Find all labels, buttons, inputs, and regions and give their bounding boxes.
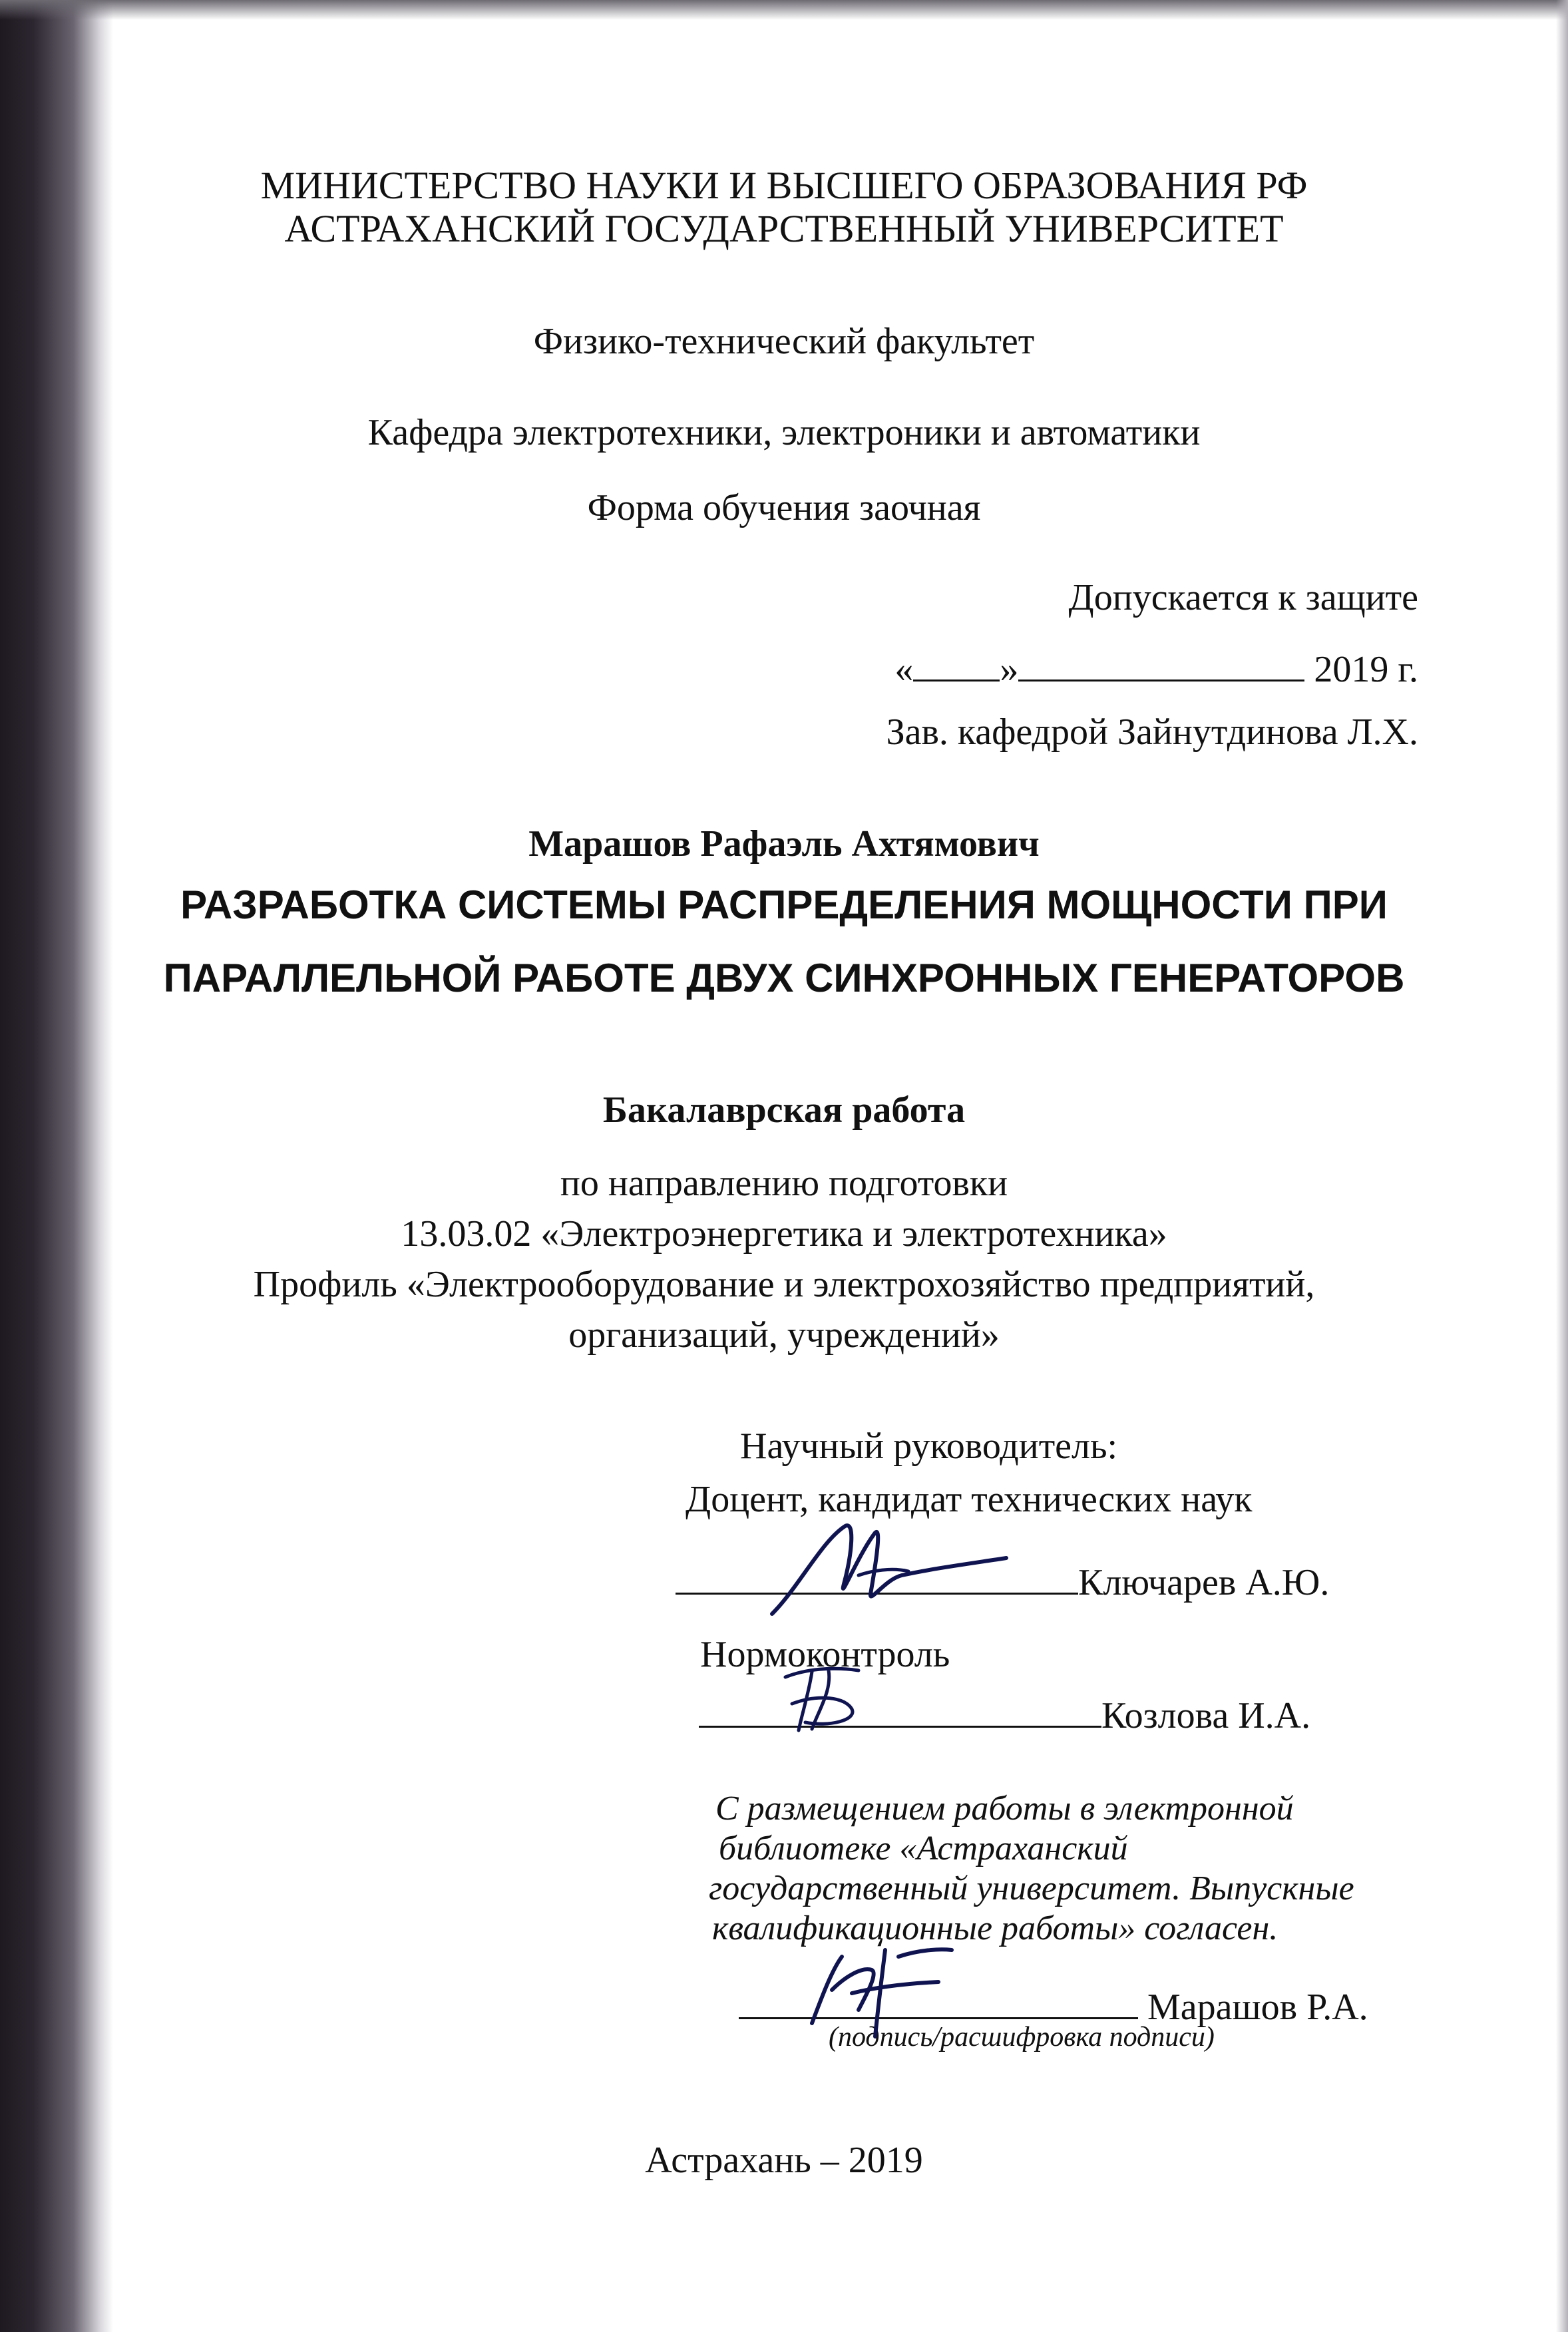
supervisor-signature — [759, 1514, 1012, 1627]
consent-line3: государственный университет. Выпускные — [709, 1869, 1354, 1907]
date-quote-open: « — [894, 649, 914, 691]
date-quote-close: » — [1000, 649, 1019, 691]
consent-line1: С размещением работы в электронной — [715, 1790, 1294, 1828]
supervisor-position: Доцент, кандидат технических наук — [686, 1479, 1253, 1520]
consent-line4: квалификационные работы» согласен. — [712, 1909, 1278, 1947]
norm-control-signature — [772, 1657, 872, 1737]
month-blank-line — [1018, 644, 1304, 681]
department-head: Зав. кафедрой Зайнутдинова Л.Х. — [886, 711, 1418, 753]
consent-author-name: Марашов Р.А. — [1147, 1987, 1368, 2029]
scan-top-edge — [0, 0, 1568, 20]
profile-line2: организаций, учреждений» — [568, 1314, 1000, 1356]
department-name: Кафедра электротехники, электроники и автоматики — [367, 412, 1201, 453]
thesis-title-line2: ПАРАЛЛЕЛЬНОЙ РАБОТЕ ДВУХ СИНХРОННЫХ ГЕНЕРАТОРОВ — [163, 956, 1405, 1000]
consent-line2: библиотеке «Астраханский — [719, 1830, 1128, 1867]
norm-control-name: Козлова И.А. — [1101, 1695, 1311, 1737]
admission-year: 2019 г. — [1314, 649, 1418, 691]
faculty-name: Физико-технический факультет — [533, 321, 1035, 362]
work-type: Бакалаврская работа — [602, 1089, 966, 1131]
city-year: Астрахань – 2019 — [645, 2140, 923, 2181]
supervisor-label: Научный руководитель: — [740, 1426, 1118, 1467]
admission-date — [894, 644, 1418, 691]
signature-caption: (подпись/расшифровка подписи) — [829, 2022, 1215, 2052]
profile-line1: Профиль «Электрооборудование и электрохозяйство предприятий, — [253, 1264, 1315, 1305]
admission-label: Допускается к защите — [1068, 577, 1418, 618]
supervisor-name: Ключарев А.Ю. — [1078, 1562, 1330, 1604]
direction-code: 13.03.02 «Электроэнергетика и электротехника» — [401, 1213, 1167, 1255]
author-signature — [785, 1930, 958, 2050]
direction-label: по направлению подготовки — [560, 1163, 1008, 1204]
ministry-heading: МИНИСТЕРСТВО НАУКИ И ВЫСШЕГО ОБРАЗОВАНИЯ РФ — [260, 164, 1308, 207]
study-form: Форма обучения заочная — [587, 487, 981, 528]
author-name: Марашов Рафаэль Ахтямович — [528, 823, 1040, 865]
norm-control-blank-line — [699, 1690, 1101, 1728]
norm-control-label: Нормоконтроль — [700, 1634, 950, 1675]
day-blank-line — [913, 644, 1000, 681]
university-heading: АСТРАХАНСКИЙ ГОСУДАРСТВЕННЫЙ УНИВЕРСИТЕТ — [284, 207, 1284, 250]
thesis-title-line1: РАЗРАБОТКА СИСТЕМЫ РАСПРЕДЕЛЕНИЯ МОЩНОСТИ ПРИ — [180, 882, 1388, 927]
